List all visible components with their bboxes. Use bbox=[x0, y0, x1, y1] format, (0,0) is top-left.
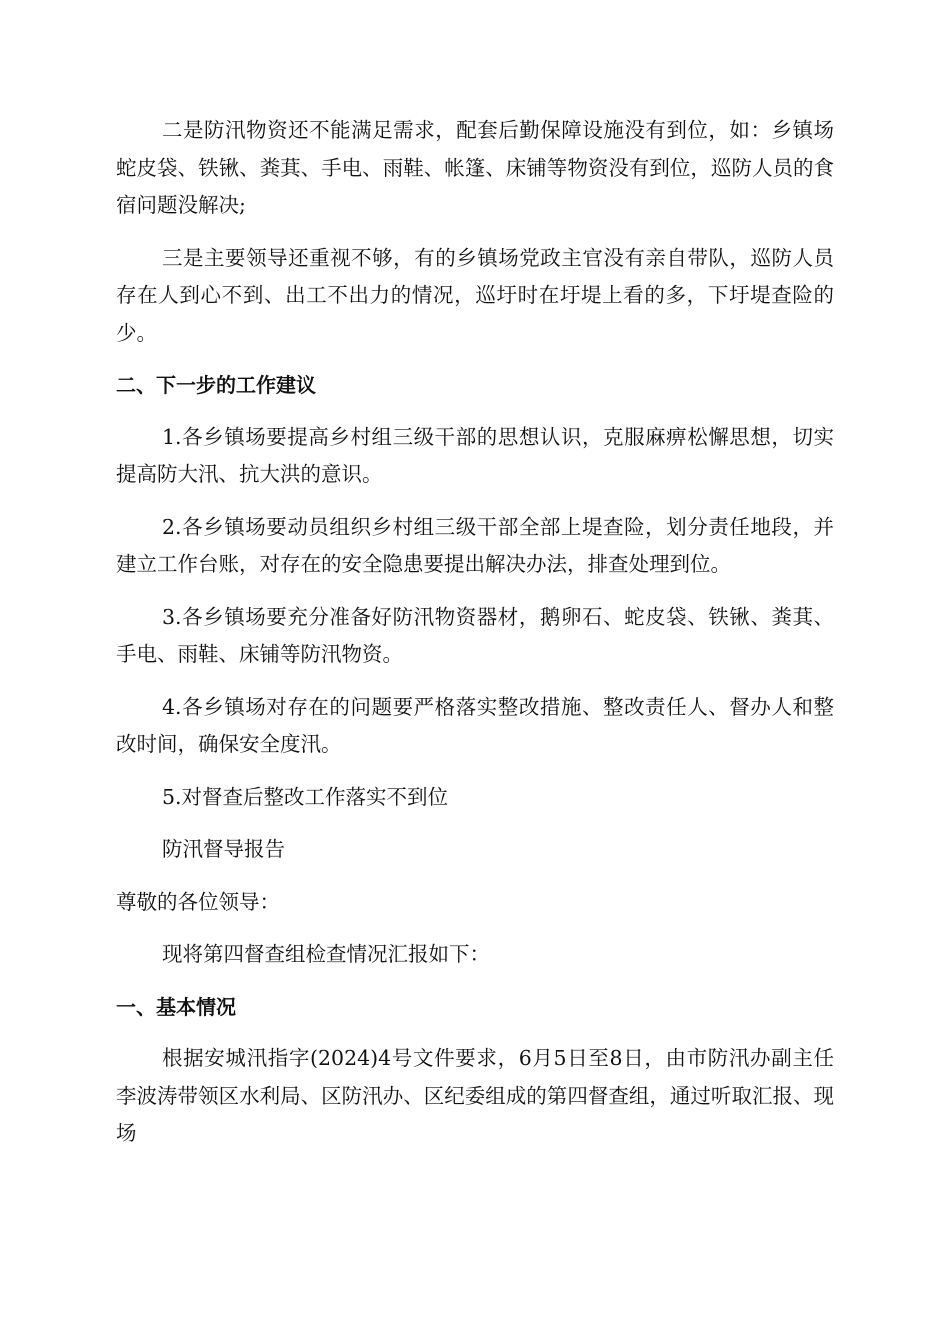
paragraph-leadership-issue: 三是主要领导还重视不够，有的乡镇场党政主官没有亲自带队，巡防人员存在人到心不到、出工不出力的情况，巡圩时在圩堤上看的多，下圩堤查险的少。 bbox=[116, 245, 834, 345]
heading-basic-situation: 一、基本情况 bbox=[116, 994, 236, 1019]
list-item-4: 4.各乡镇场对存在的问题要严格落实整改措施、整改责任人、督办人和整改时间，确保安全度汛。 bbox=[116, 694, 834, 756]
document-page bbox=[116, 112, 834, 1168]
intro-paragraph: 现将第四督查组检查情况汇报如下： bbox=[162, 942, 490, 966]
list-item-1: 1.各乡镇场要提高乡村组三级干部的思想认识，克服麻痹松懈思想，切实提高防大汛、抗大洪的意识。 bbox=[116, 424, 834, 486]
heading-next-steps: 二、下一步的工作建议 bbox=[116, 373, 316, 397]
report-title: 防汛督导报告 bbox=[162, 837, 285, 861]
list-item-3: 3.各乡镇场要充分准备好防汛物资器材，鹅卵石、蛇皮袋、铁锹、粪萁、手电、雨鞋、床铺等防汛物资。 bbox=[116, 604, 834, 666]
list-item-5: 5.对督查后整改工作落实不到位 bbox=[162, 784, 449, 809]
paragraph-supplies-issue: 二是防汛物资还不能满足需求，配套后勤保障设施没有到位，如：乡镇场蛇皮袋、铁锹、粪萁、手电、雨鞋、帐篷、床铺等物资没有到位，巡防人员的食宿问题没解决; bbox=[116, 118, 834, 217]
paragraph-basic-situation: 根据安城汛指字(2024)4号文件要求，6月5日至8日，由市防汛办副主任李波涛带领区水利局、区防汛办、区纪委组成的第四督查组，通过听取汇报、现场 bbox=[116, 1046, 834, 1145]
salutation: 尊敬的各位领导： bbox=[116, 889, 280, 914]
list-item-2: 2.各乡镇场要动员组织乡村组三级干部全部上堤查险，划分责任地段，并建立工作台账，对存在的安全隐患要提出解决办法，排查处理到位。 bbox=[116, 514, 834, 576]
